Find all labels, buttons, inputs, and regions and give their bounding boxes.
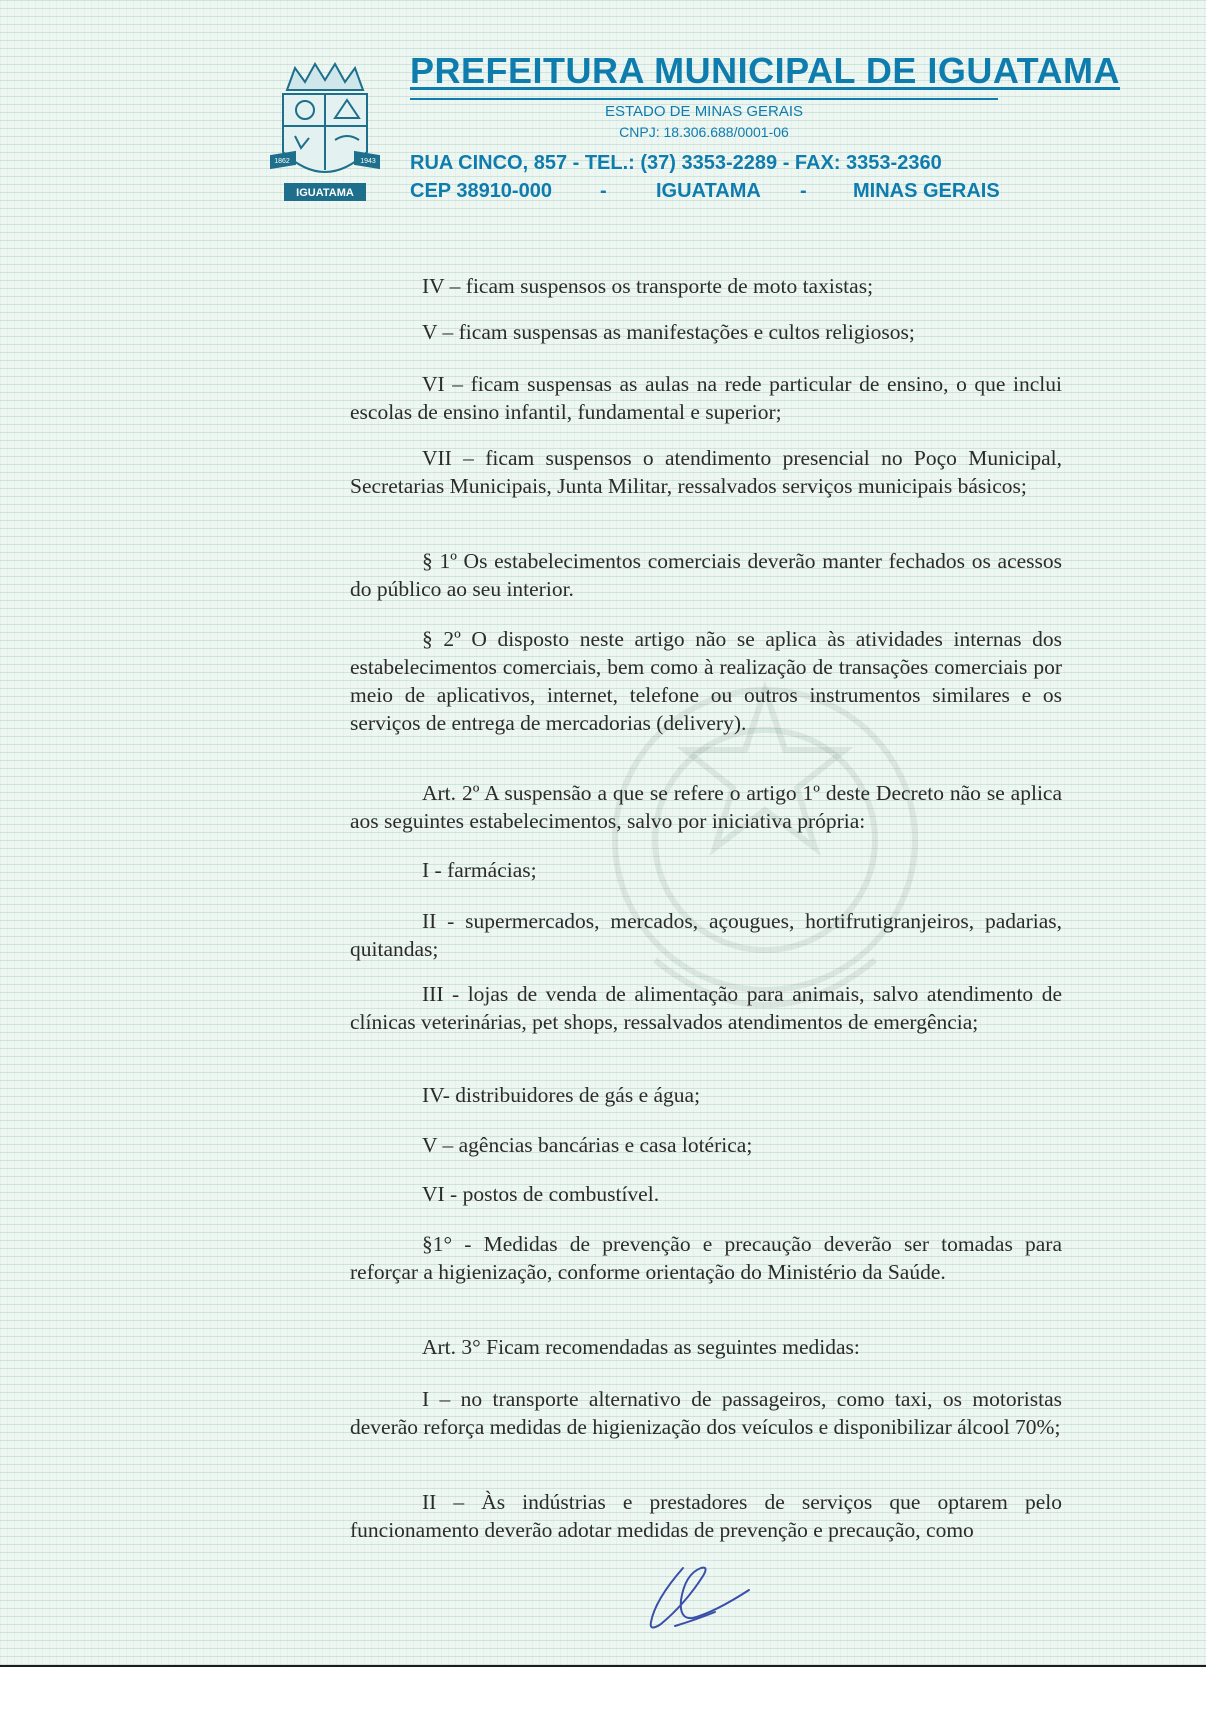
art2-item-vi: VI - postos de combustível. bbox=[422, 1182, 660, 1206]
letterhead-separator: - bbox=[600, 180, 607, 202]
crest-year-left: 1862 bbox=[274, 158, 290, 165]
letterhead-cep: CEP 38910-000 bbox=[410, 180, 552, 202]
paragraph-1: § 1º Os estabelecimentos comerciais deverão manter fechados os acessos do público ao seu interior. bbox=[350, 549, 1062, 601]
art2-item-ii: II - supermercados, mercados, açougues, hortifrutigranjeiros, padarias, quitandas; bbox=[350, 909, 1062, 961]
art3-item-ii: II – Às indústrias e prestadores de serviços que optarem pelo funcionamento deverão adotar medidas de prevenção e precaução, como bbox=[350, 1490, 1062, 1542]
item-vi-aulas: VI – ficam suspensas as aulas na rede particular de ensino, o que inclui escolas de ensino infantil, fundamental e superior; bbox=[350, 372, 1062, 424]
item-vii-atendimento: VII – ficam suspensos o atendimento presencial no Poço Municipal, Secretarias Municipais, Junta Militar, ressalvados serviços municipais básicos; bbox=[350, 446, 1062, 498]
paragraph-2: § 2º O disposto neste artigo não se aplica às atividades internas dos estabelecimentos comerciais, bem como à realização de transações comerciais por meio de aplicativos, internet, telefone ou outros instrumentos similares e os serviços de entrega de mercadorias (delivery). bbox=[350, 627, 1062, 735]
art2-item-iii: III - lojas de venda de alimentação para animais, salvo atendimento de clínicas veterinárias, pet shops, ressalvados atendimentos de emergência; bbox=[350, 982, 1062, 1034]
letterhead-address: RUA CINCO, 857 - TEL.: (37) 3353-2289 - FAX: 3353-2360 bbox=[410, 152, 942, 174]
article-2: Art. 2º A suspensão a que se refere o artigo 1º deste Decreto não se aplica aos seguintes estabelecimentos, salvo por iniciativa própria: bbox=[350, 781, 1062, 833]
letterhead-state: ESTADO DE MINAS GERAIS bbox=[604, 103, 804, 120]
art2-item-i: I - farmácias; bbox=[422, 858, 537, 882]
municipal-crest-logo bbox=[265, 60, 385, 210]
item-v-cultos: V – ficam suspensas as manifestações e cultos religiosos; bbox=[422, 320, 915, 344]
art3-item-i: I – no transporte alternativo de passageiros, como taxi, os motoristas deverão reforça medidas de higienização dos veículos e disponibilizar álcool 70%; bbox=[350, 1387, 1062, 1439]
letterhead-title: PREFEITURA MUNICIPAL DE IGUATAMA bbox=[410, 50, 1120, 91]
letterhead-city: IGUATAMA bbox=[656, 180, 761, 202]
letterhead-separator: - bbox=[800, 180, 807, 202]
article-3: Art. 3° Ficam recomendadas as seguintes medidas: bbox=[422, 1335, 860, 1359]
letterhead-cnpj: CNPJ: 18.306.688/0001-06 bbox=[619, 124, 789, 140]
art2-paragraph-1: §1° - Medidas de prevenção e precaução deverão ser tomadas para reforçar a higienização, conforme orientação do Ministério da Saúde. bbox=[350, 1232, 1062, 1284]
letterhead-rule bbox=[410, 98, 998, 100]
item-iv-moto-taxi: IV – ficam suspensos os transporte de moto taxistas; bbox=[422, 274, 874, 298]
crest-city-name: IGUATAMA bbox=[296, 187, 354, 199]
page-bottom-margin bbox=[0, 1665, 1206, 1721]
letterhead-uf: MINAS GERAIS bbox=[853, 180, 1000, 202]
handwritten-signature bbox=[645, 1560, 755, 1635]
art2-item-iv: IV- distribuidores de gás e água; bbox=[422, 1083, 701, 1107]
art2-item-v: V – agências bancárias e casa lotérica; bbox=[422, 1133, 753, 1157]
crest-year-right: 1943 bbox=[360, 158, 376, 165]
